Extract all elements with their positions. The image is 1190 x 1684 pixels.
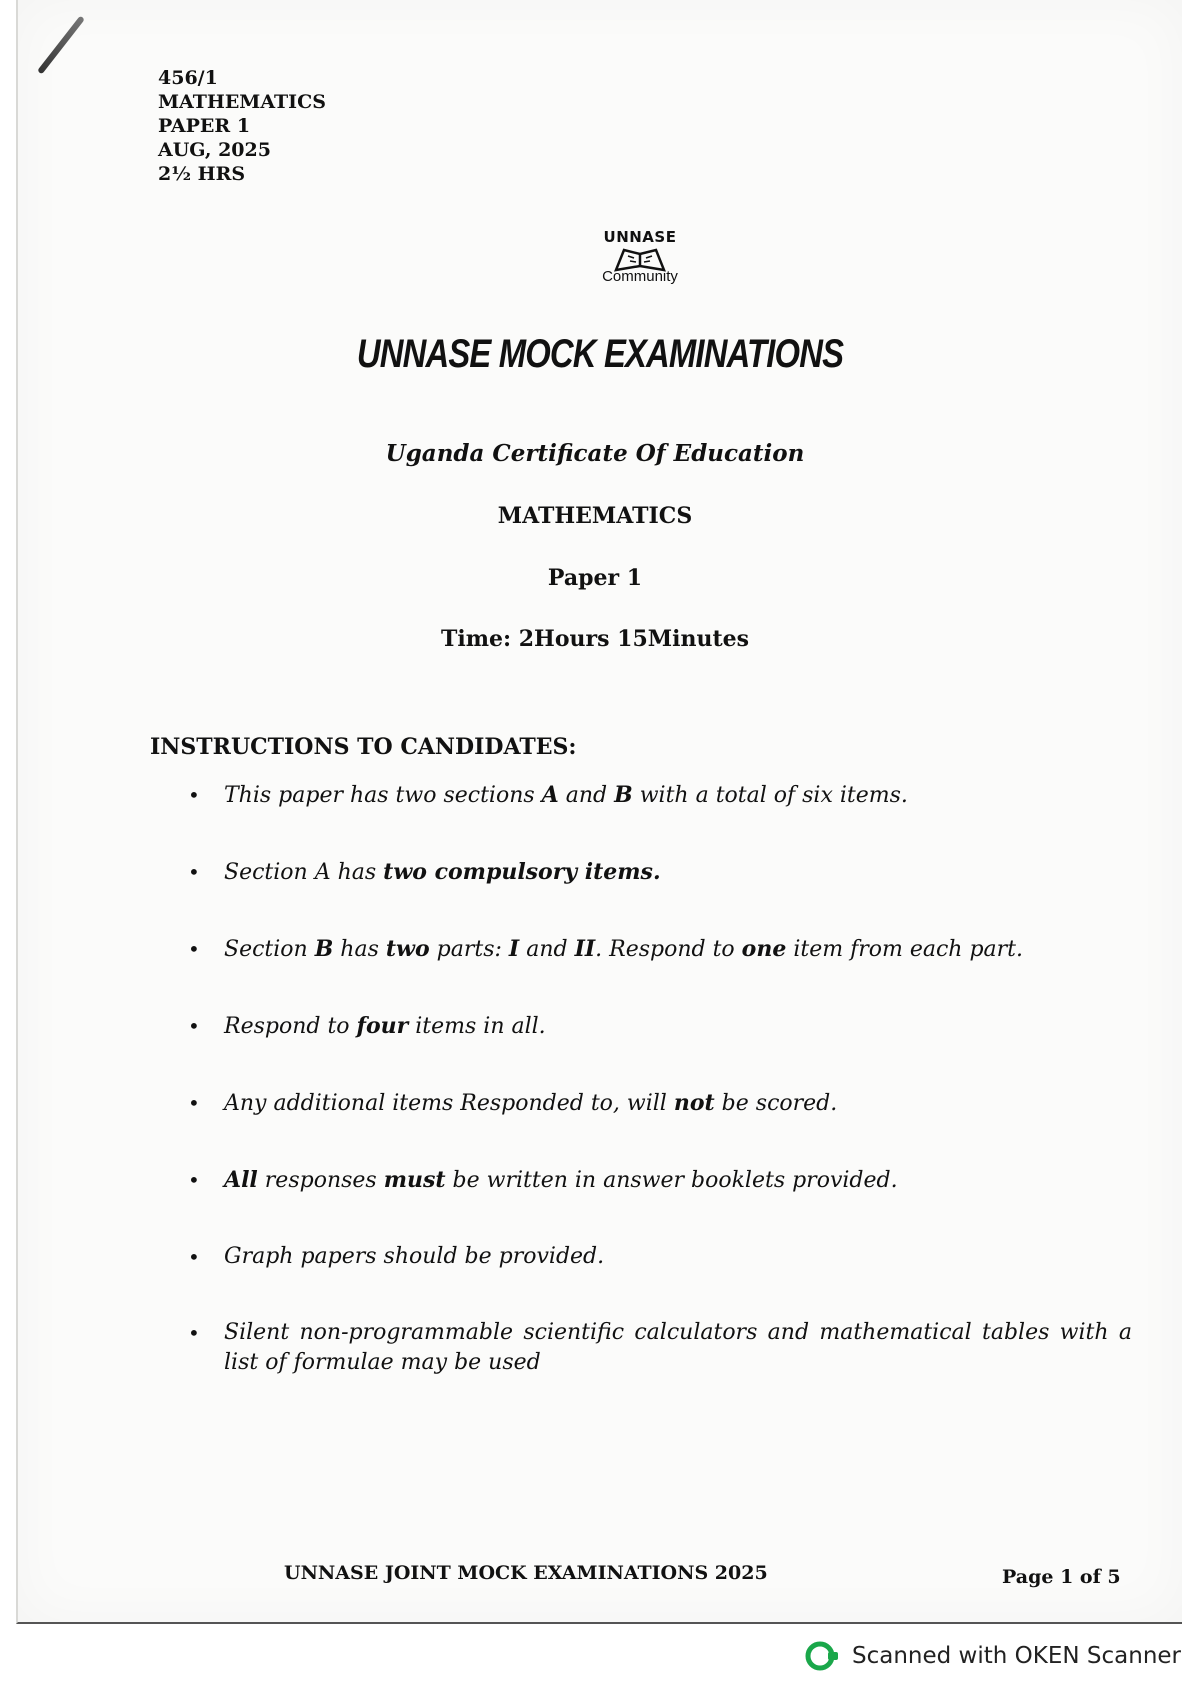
instruction-emphasis: two: [385, 936, 430, 962]
paper-date: AUG, 2025: [158, 139, 271, 161]
bullet-icon: •: [188, 1168, 200, 1192]
instruction-item: • Respond to four items in all.: [188, 1013, 546, 1039]
subject-title: MATHEMATICS: [497, 503, 693, 529]
instruction-item: • Section B has two parts: I and II. Respond to one item from each part.: [188, 936, 1024, 962]
instructions-list: [188, 780, 1132, 1424]
instruction-item: • Section A has two compulsory items.: [188, 859, 661, 885]
paper-number: PAPER 1: [158, 115, 251, 137]
instruction-emphasis: two compulsory items.: [383, 859, 661, 885]
page-number: Page 1 of 5: [1002, 1566, 1121, 1588]
paper-title: Paper 1: [547, 565, 643, 591]
instructions-heading: INSTRUCTIONS TO CANDIDATES:: [150, 734, 577, 760]
bullet-icon: •: [188, 1321, 200, 1345]
bullet-icon: •: [188, 783, 200, 807]
instruction-item: • Silent non-programmable scientific calculators and mathematical tables with a list of formulae may be used: [188, 1320, 1132, 1375]
instruction-item: • All responses must be written in answer booklets provided.: [188, 1167, 898, 1193]
logo-bottom-text: Community: [602, 268, 678, 285]
instruction-emphasis: must: [383, 1167, 446, 1193]
staple-pin: [37, 16, 85, 75]
scanner-label: Scanned with OKEN Scanner: [852, 1643, 1181, 1669]
footer-exam-name: UNNASE JOINT MOCK EXAMINATIONS 2025: [284, 1562, 768, 1584]
instruction-emphasis: not: [673, 1090, 715, 1116]
instruction-emphasis: B: [614, 782, 633, 808]
instruction-emphasis: B: [314, 936, 334, 962]
instruction-emphasis: one: [741, 936, 787, 962]
instruction-emphasis: I: [508, 936, 520, 962]
bullet-icon: •: [188, 1014, 200, 1038]
paper-code: 456/1: [158, 67, 218, 89]
bullet-icon: •: [188, 1245, 200, 1269]
instruction-item: • This paper has two sections A and B with a total of six items.: [188, 782, 908, 808]
unnase-logo: [590, 228, 690, 298]
bullet-icon: •: [188, 937, 200, 961]
instruction-emphasis: A: [541, 782, 559, 808]
logo-top-text: UNNASE: [603, 228, 677, 246]
paper-subject: MATHEMATICS: [158, 91, 326, 113]
oken-scanner-icon: [804, 1638, 840, 1674]
instruction-emphasis: II: [574, 936, 596, 962]
time-allowed: Time: 2Hours 15Minutes: [440, 626, 750, 652]
instruction-item: • Any additional items Responded to, will not be scored.: [188, 1090, 838, 1116]
instruction-emphasis: All: [224, 1167, 258, 1193]
certificate-title: Uganda Certificate Of Education: [385, 440, 805, 467]
instruction-item: • Graph papers should be provided.: [188, 1242, 1132, 1272]
instruction-emphasis: four: [356, 1013, 409, 1039]
paper-header: [158, 66, 326, 186]
bullet-icon: •: [188, 1091, 200, 1115]
bullet-icon: •: [188, 860, 200, 884]
exam-title: UNNASE MOCK EXAMINATIONS: [356, 332, 844, 376]
paper-duration: 2½ HRS: [158, 163, 246, 185]
scanner-watermark: [804, 1638, 1181, 1674]
